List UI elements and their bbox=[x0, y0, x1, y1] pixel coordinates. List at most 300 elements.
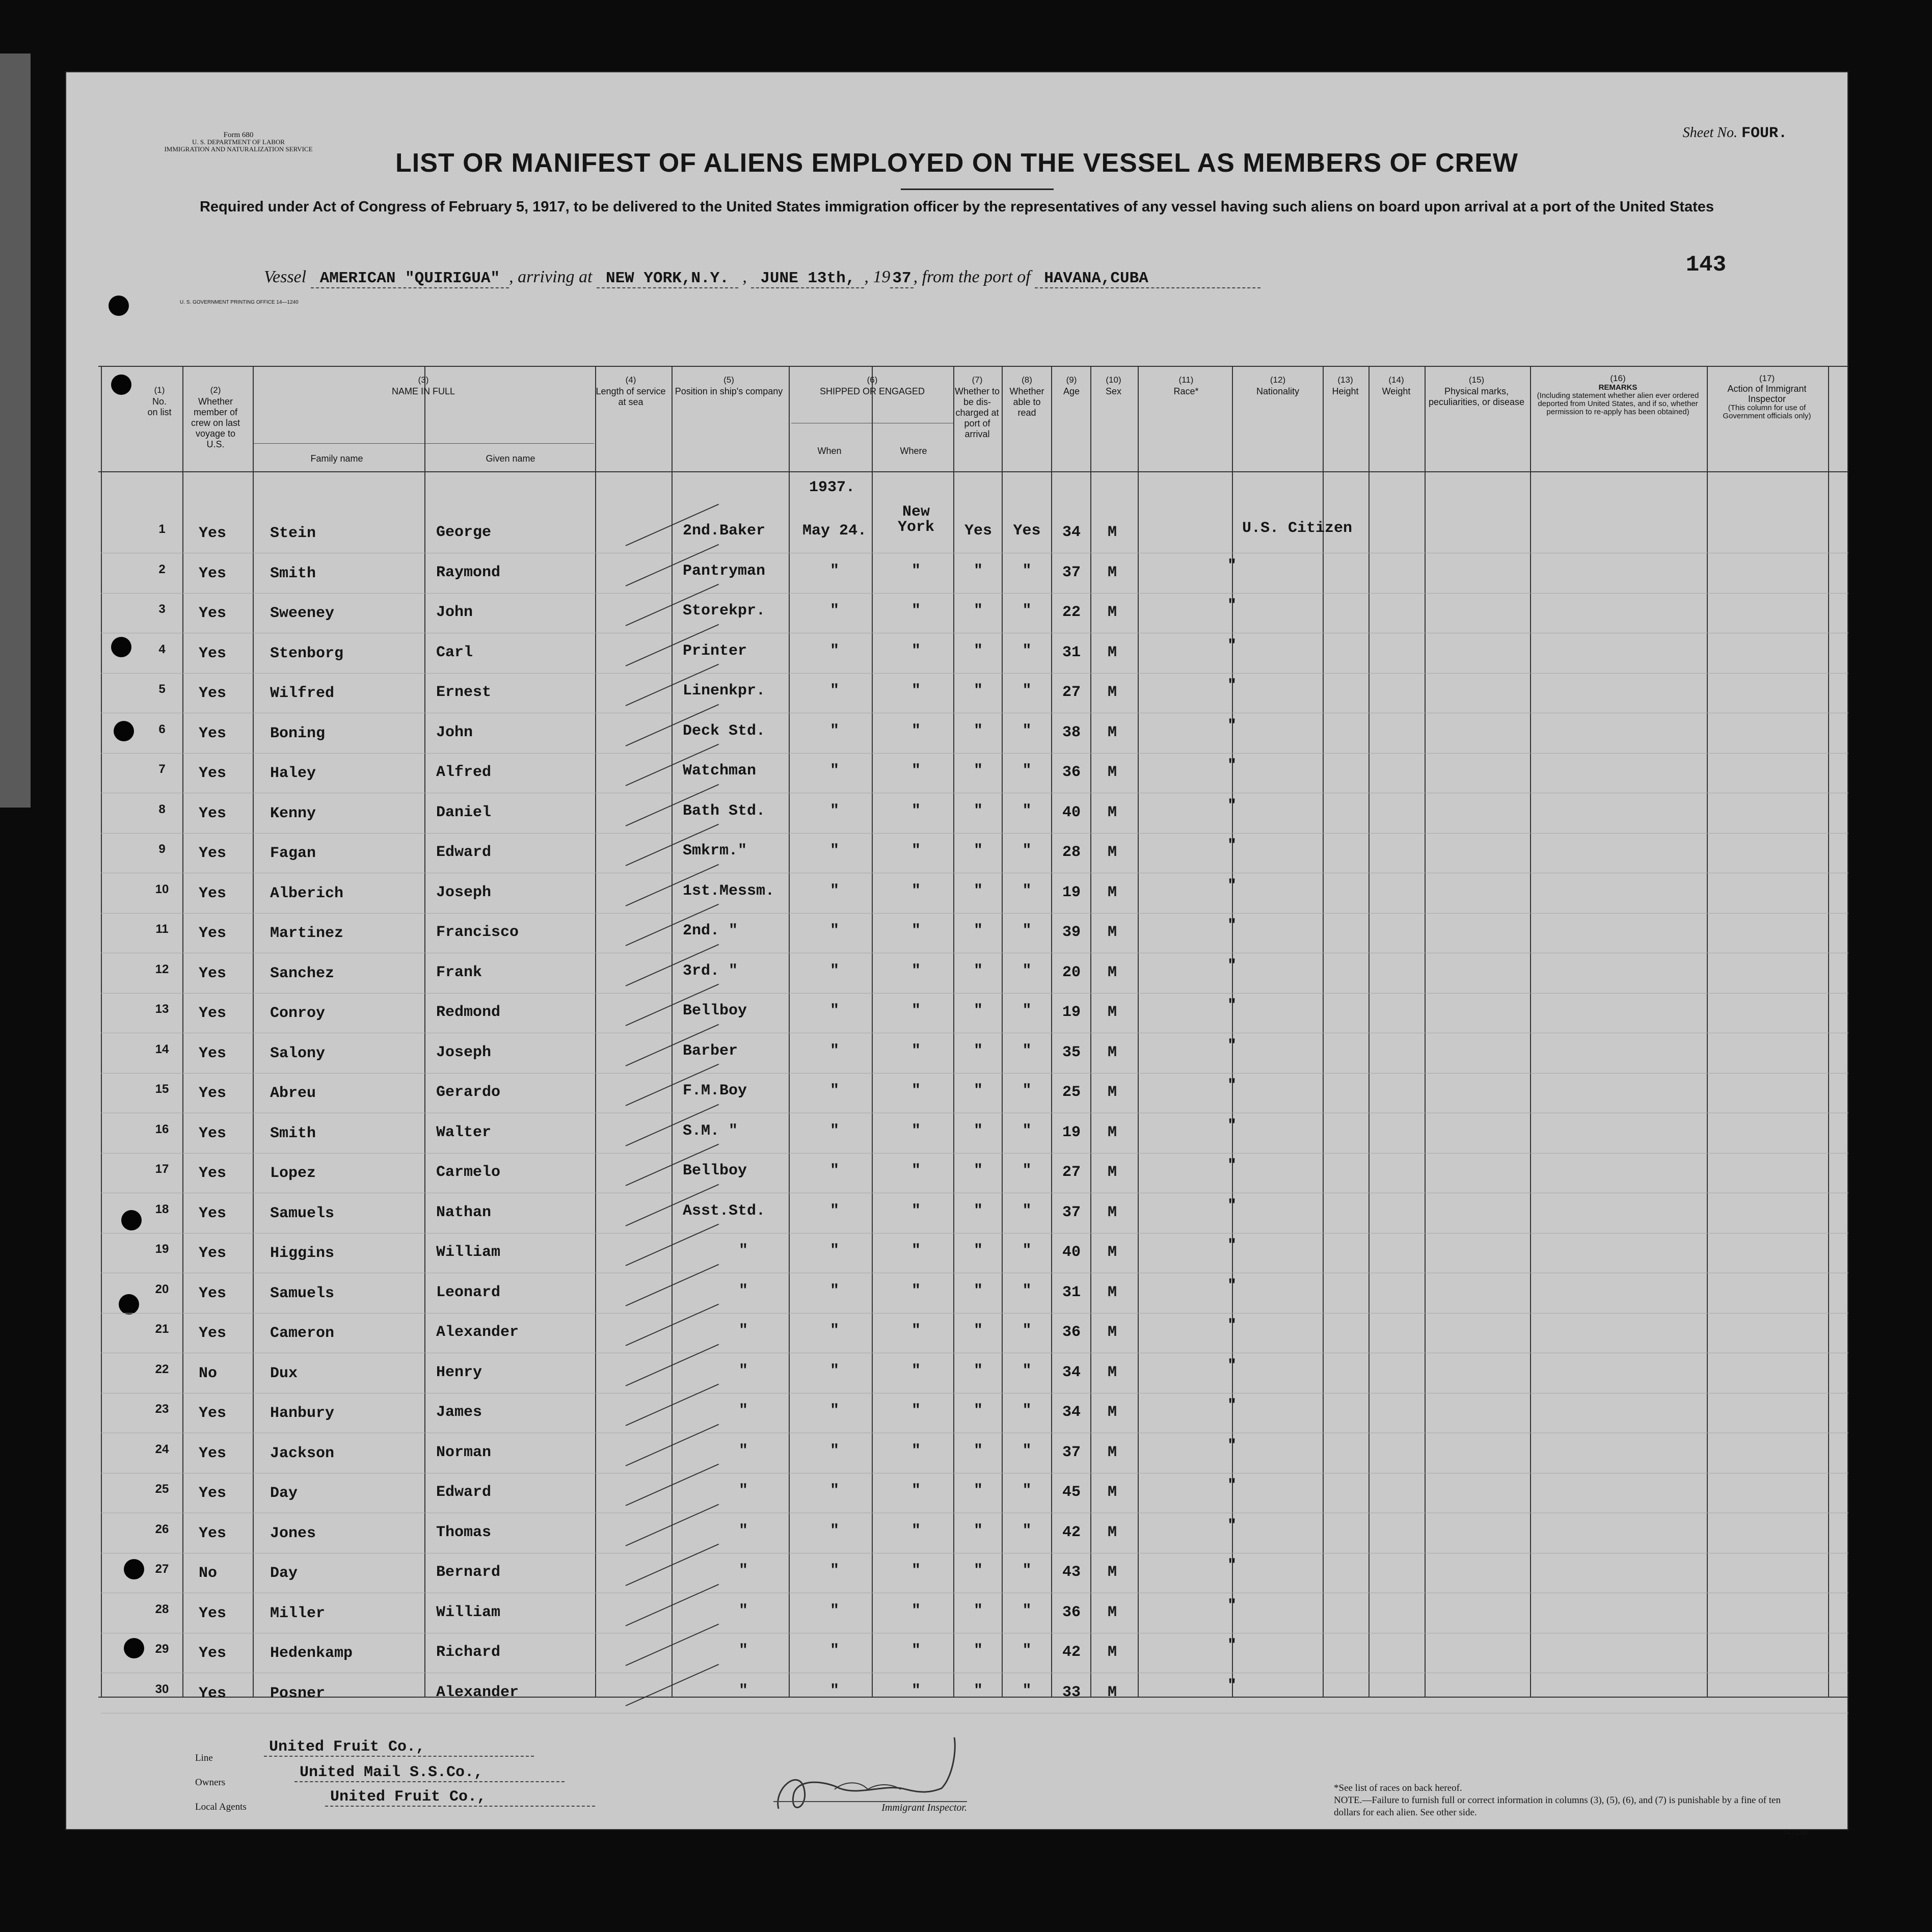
age: 19 bbox=[1062, 1123, 1081, 1141]
sex: M bbox=[1107, 764, 1117, 781]
prior-voyage: Yes bbox=[199, 725, 227, 742]
prior-voyage: Yes bbox=[199, 1684, 227, 1702]
given-name: Raymond bbox=[436, 564, 501, 581]
family-name: Boning bbox=[270, 725, 326, 742]
sheet-number-value: FOUR. bbox=[1741, 125, 1787, 142]
shipped-when-ditto: " bbox=[829, 562, 839, 580]
shipped-where-ditto: " bbox=[911, 1002, 921, 1019]
discharged-ditto: " bbox=[973, 1682, 983, 1700]
nationality-ditto: " bbox=[1227, 877, 1237, 895]
column-divider bbox=[1002, 366, 1003, 1697]
family-name: Smith bbox=[270, 565, 316, 582]
shipped-where-ditto: " bbox=[911, 802, 921, 820]
sex: M bbox=[1107, 604, 1117, 621]
row-number: 7 bbox=[158, 762, 166, 776]
family-name: Jackson bbox=[270, 1444, 335, 1462]
age: 42 bbox=[1062, 1644, 1081, 1661]
discharged-ditto: " bbox=[973, 842, 983, 860]
discharged-ditto: " bbox=[973, 1362, 983, 1380]
discharged-ditto: " bbox=[973, 1002, 983, 1019]
family-name: Salony bbox=[270, 1044, 326, 1062]
header-col-11: (11) Race* bbox=[1173, 375, 1199, 396]
nationality-ditto: " bbox=[1227, 1317, 1237, 1334]
nationality-ditto: " bbox=[1227, 1637, 1237, 1654]
nationality-ditto: " bbox=[1227, 1677, 1237, 1695]
arrival-year: 37 bbox=[890, 270, 913, 288]
nationality-ditto: " bbox=[1227, 917, 1237, 934]
film-edge-strip bbox=[0, 53, 31, 808]
shipped-where-ditto: " bbox=[911, 922, 921, 940]
sheet-number-label: Sheet No. bbox=[1682, 125, 1737, 141]
discharged-ditto: " bbox=[973, 1322, 983, 1339]
ship-position: " bbox=[739, 1282, 748, 1300]
shipped-where-ditto: " bbox=[911, 1162, 921, 1179]
header-col-4: (4) Length of service at sea bbox=[596, 375, 666, 407]
read-ditto: " bbox=[1022, 1442, 1032, 1460]
shipped-when-ditto: " bbox=[829, 1002, 839, 1019]
title-divider bbox=[901, 189, 1054, 190]
family-name: Kenny bbox=[270, 804, 316, 822]
header-when: When bbox=[817, 446, 842, 456]
ship-position: Bath Std. bbox=[683, 802, 766, 820]
given-name: William bbox=[436, 1603, 501, 1621]
row-rule bbox=[101, 753, 1848, 754]
discharged-ditto: " bbox=[973, 1202, 983, 1220]
ship-position: Asst.Std. bbox=[683, 1202, 766, 1220]
shipped-when-ditto: " bbox=[829, 1202, 839, 1220]
shipped-when-ditto: " bbox=[829, 682, 839, 700]
read-ditto: " bbox=[1022, 682, 1032, 700]
shipped-where-ditto: " bbox=[911, 842, 921, 860]
ship-position: Storekpr. bbox=[683, 602, 766, 620]
discharged-ditto: " bbox=[973, 922, 983, 940]
family-name: Martinez bbox=[270, 925, 344, 942]
arrival-date: JUNE 13th, bbox=[751, 270, 864, 288]
age: 43 bbox=[1062, 1564, 1081, 1581]
races-note: *See list of races on back hereof. bbox=[1334, 1783, 1462, 1793]
row-number: 22 bbox=[155, 1362, 169, 1376]
prior-voyage: Yes bbox=[199, 1444, 227, 1462]
column-divider bbox=[1051, 366, 1052, 1697]
shipped-when-ditto: " bbox=[829, 1322, 839, 1339]
prior-voyage: Yes bbox=[199, 1204, 227, 1222]
shipped-when-ditto: " bbox=[829, 1362, 839, 1380]
age: 25 bbox=[1062, 1084, 1081, 1101]
column-divider bbox=[424, 366, 425, 1697]
header-col-13: (13) Height bbox=[1332, 375, 1359, 396]
shipped-when-ditto: " bbox=[829, 1522, 839, 1540]
shipped-when-ditto: " bbox=[829, 1242, 839, 1259]
vessel-label: Vessel bbox=[264, 267, 307, 286]
age: 37 bbox=[1062, 1443, 1081, 1461]
age: 36 bbox=[1062, 764, 1081, 781]
read-ditto: " bbox=[1022, 1322, 1032, 1339]
family-name: Conroy bbox=[270, 1005, 326, 1022]
prior-voyage: Yes bbox=[199, 925, 227, 942]
ship-position: Smkrm." bbox=[683, 842, 747, 860]
owners-value: United Mail S.S.Co., bbox=[294, 1764, 565, 1782]
sex: M bbox=[1107, 1404, 1117, 1421]
shipped-where-ditto: " bbox=[911, 1642, 921, 1659]
header-bottom-border bbox=[98, 471, 1848, 472]
row-number: 27 bbox=[155, 1562, 169, 1576]
sex: M bbox=[1107, 1283, 1117, 1301]
age: 27 bbox=[1062, 1164, 1081, 1181]
nationality-ditto: " bbox=[1227, 1197, 1237, 1215]
sex: M bbox=[1107, 1084, 1117, 1101]
read-ditto: " bbox=[1022, 1202, 1032, 1220]
header-where: Where bbox=[900, 446, 927, 456]
row-number: 13 bbox=[155, 1002, 169, 1016]
prior-voyage: Yes bbox=[199, 685, 227, 702]
header-col-14: (14) Weight bbox=[1382, 375, 1411, 396]
row-number: 16 bbox=[155, 1122, 169, 1136]
ship-position: 3rd. " bbox=[683, 962, 738, 980]
shipped-where-ditto: " bbox=[911, 722, 921, 740]
header-col-8: (8) Whether able to read bbox=[1009, 375, 1044, 418]
age: 37 bbox=[1062, 1203, 1081, 1221]
shipped-when-ditto: " bbox=[829, 922, 839, 940]
column-divider bbox=[253, 366, 254, 1697]
shipped-where-ditto: " bbox=[911, 962, 921, 980]
prior-voyage: Yes bbox=[199, 605, 227, 622]
given-name: Alfred bbox=[436, 764, 492, 781]
shipped-when: May 24. bbox=[802, 522, 867, 540]
shipped-when-ditto: " bbox=[829, 1482, 839, 1499]
prior-voyage: Yes bbox=[199, 1005, 227, 1022]
given-name: Leonard bbox=[436, 1283, 501, 1301]
shipped-when-ditto: " bbox=[829, 962, 839, 980]
discharged-ditto: " bbox=[973, 1562, 983, 1579]
shipped-when-ditto: " bbox=[829, 1642, 839, 1659]
header-col-5: (5) Position in ship's company bbox=[675, 375, 783, 396]
ship-position: " bbox=[739, 1322, 748, 1339]
given-name: Alexander bbox=[436, 1324, 519, 1341]
row-number: 19 bbox=[155, 1242, 169, 1256]
age: 36 bbox=[1062, 1324, 1081, 1341]
shipped-where-ditto: " bbox=[911, 1562, 921, 1579]
age: 34 bbox=[1062, 524, 1081, 541]
nationality-ditto: " bbox=[1227, 1397, 1237, 1414]
sex: M bbox=[1107, 1324, 1117, 1341]
given-name: Alexander bbox=[436, 1683, 519, 1701]
read-ditto: " bbox=[1022, 1642, 1032, 1659]
header-col-7: (7) Whether to be dis-charged at port of arrival bbox=[954, 375, 1000, 439]
given-name: Joseph bbox=[436, 883, 492, 901]
row-rule bbox=[101, 833, 1848, 834]
age: 38 bbox=[1062, 723, 1081, 741]
shipped-where-ditto: " bbox=[911, 562, 921, 580]
read-ditto: " bbox=[1022, 1362, 1032, 1380]
nationality-ditto: " bbox=[1227, 1037, 1237, 1055]
given-name: Carl bbox=[436, 643, 473, 661]
age: 45 bbox=[1062, 1484, 1081, 1501]
discharged-ditto: " bbox=[973, 1482, 983, 1499]
ship-position: " bbox=[739, 1562, 748, 1579]
read-ditto: " bbox=[1022, 1682, 1032, 1700]
read-ditto: " bbox=[1022, 962, 1032, 980]
family-name: Posner bbox=[270, 1684, 326, 1702]
row-number: 15 bbox=[155, 1082, 169, 1096]
shipped-when-ditto: " bbox=[829, 802, 839, 820]
header-col-10: (10) Sex bbox=[1105, 375, 1122, 396]
ship-position: " bbox=[739, 1642, 748, 1659]
shipped-when-ditto: " bbox=[829, 722, 839, 740]
nationality-ditto: " bbox=[1227, 1277, 1237, 1295]
crew-table bbox=[65, 306, 1848, 1702]
sex: M bbox=[1107, 1123, 1117, 1141]
row-number: 28 bbox=[155, 1602, 169, 1616]
column-divider bbox=[1323, 366, 1324, 1697]
given-name: Carmelo bbox=[436, 1164, 501, 1181]
row-number: 29 bbox=[155, 1642, 169, 1656]
row-number: 11 bbox=[155, 922, 169, 936]
row-rule bbox=[101, 1073, 1848, 1074]
row-number: 8 bbox=[158, 802, 166, 816]
nationality-ditto: " bbox=[1227, 1517, 1237, 1535]
family-name: Hedenkamp bbox=[270, 1645, 353, 1662]
age: 36 bbox=[1062, 1603, 1081, 1621]
given-name: Edward bbox=[436, 844, 492, 861]
page-subtitle: Required under Act of Congress of February 5, 1917, to be delivered to the United States immigration officer by the representatives of any vessel having such aliens on board upon arrival at a port of the United States bbox=[199, 199, 1714, 215]
row-rule bbox=[101, 673, 1848, 674]
discharged-ditto: " bbox=[973, 802, 983, 820]
ship-position: " bbox=[739, 1442, 748, 1460]
row-number: 2 bbox=[158, 562, 166, 576]
given-name: John bbox=[436, 723, 473, 741]
discharged-ditto: " bbox=[973, 1522, 983, 1540]
arrival-port: NEW YORK,N.Y. bbox=[597, 270, 738, 288]
from-label: , from the port of bbox=[913, 267, 1031, 286]
given-name: Thomas bbox=[436, 1523, 492, 1541]
ship-position: " bbox=[739, 1682, 748, 1700]
given-name: James bbox=[436, 1404, 482, 1421]
sex: M bbox=[1107, 1363, 1117, 1381]
manifest-sheet bbox=[65, 71, 1848, 1836]
prior-voyage: Yes bbox=[199, 1085, 227, 1102]
read-ditto: " bbox=[1022, 922, 1032, 940]
nationality-ditto: " bbox=[1227, 837, 1237, 854]
name-subheader-rule bbox=[253, 443, 594, 444]
given-name: Frank bbox=[436, 963, 482, 981]
shipped-when-ditto: " bbox=[829, 602, 839, 620]
sex: M bbox=[1107, 1484, 1117, 1501]
row-number: 14 bbox=[155, 1042, 169, 1056]
discharged-ditto: " bbox=[973, 1122, 983, 1140]
nationality-ditto: " bbox=[1227, 797, 1237, 815]
ship-position: " bbox=[739, 1602, 748, 1620]
sex: M bbox=[1107, 803, 1117, 821]
prior-voyage: Yes bbox=[199, 1245, 227, 1262]
family-name: Hanbury bbox=[270, 1405, 335, 1422]
nationality-ditto: " bbox=[1227, 1357, 1237, 1375]
prior-voyage: Yes bbox=[199, 804, 227, 822]
column-divider bbox=[1530, 366, 1531, 1697]
row-number: 17 bbox=[155, 1162, 169, 1176]
prior-voyage: Yes bbox=[199, 845, 227, 862]
departure-port: HAVANA,CUBA bbox=[1035, 270, 1260, 288]
age: 34 bbox=[1062, 1363, 1081, 1381]
family-name: Fagan bbox=[270, 845, 316, 862]
age: 22 bbox=[1062, 604, 1081, 621]
shipped-when-ditto: " bbox=[829, 1602, 839, 1620]
prior-voyage: Yes bbox=[199, 1044, 227, 1062]
ship-position: Watchman bbox=[683, 762, 757, 780]
to-be-discharged: Yes bbox=[964, 522, 992, 540]
header-col-3: (3) NAME IN FULL bbox=[391, 375, 455, 396]
sex: M bbox=[1107, 1603, 1117, 1621]
shipped-where-ditto: " bbox=[911, 1042, 921, 1060]
shipped-where-ditto: " bbox=[911, 882, 921, 900]
nationality-ditto: " bbox=[1227, 637, 1237, 655]
ship-position: Pantryman bbox=[683, 562, 766, 580]
ship-position: " bbox=[739, 1362, 748, 1380]
given-name: Walter bbox=[436, 1123, 492, 1141]
prior-voyage: Yes bbox=[199, 1284, 227, 1302]
nationality-ditto: " bbox=[1227, 1437, 1237, 1455]
prior-voyage: Yes bbox=[199, 565, 227, 582]
age: 33 bbox=[1062, 1683, 1081, 1701]
discharged-ditto: " bbox=[973, 1282, 983, 1300]
sex: M bbox=[1107, 684, 1117, 701]
family-name: Lopez bbox=[270, 1165, 316, 1182]
ship-position: Printer bbox=[683, 642, 747, 660]
discharged-ditto: " bbox=[973, 602, 983, 620]
year-prefix: , 19 bbox=[864, 267, 891, 286]
header-col-1: (1) No. on list bbox=[147, 385, 172, 417]
shipped-where: New York bbox=[897, 503, 934, 536]
age: 31 bbox=[1062, 1283, 1081, 1301]
age: 20 bbox=[1062, 963, 1081, 981]
prior-voyage: No bbox=[199, 1565, 218, 1582]
family-name: Sweeney bbox=[270, 605, 335, 622]
sex: M bbox=[1107, 723, 1117, 741]
ship-position: F.M.Boy bbox=[683, 1082, 747, 1099]
family-name: Jones bbox=[270, 1524, 316, 1542]
given-name: William bbox=[436, 1244, 501, 1261]
row-number: 10 bbox=[155, 882, 169, 896]
family-name: Wilfred bbox=[270, 685, 335, 702]
sex: M bbox=[1107, 1203, 1117, 1221]
page-title: LIST OR MANIFEST OF ALIENS EMPLOYED ON THE VESSEL AS MEMBERS OF CREW bbox=[395, 148, 1518, 178]
header-col-12: (12) Nationality bbox=[1256, 375, 1300, 396]
shipped-when-ditto: " bbox=[829, 842, 839, 860]
family-name: Day bbox=[270, 1565, 298, 1582]
row-number: 6 bbox=[158, 722, 166, 736]
sex: M bbox=[1107, 1004, 1117, 1021]
prior-voyage: Yes bbox=[199, 1405, 227, 1422]
shipped-when-ditto: " bbox=[829, 1682, 839, 1700]
discharged-ditto: " bbox=[973, 762, 983, 780]
department-name: U. S. DEPARTMENT OF LABOR bbox=[192, 138, 285, 146]
column-divider bbox=[1828, 366, 1829, 1697]
ship-position: Bellboy bbox=[683, 1162, 747, 1179]
read-ditto: " bbox=[1022, 722, 1032, 740]
line-value: United Fruit Co., bbox=[264, 1738, 534, 1757]
read-ditto: " bbox=[1022, 1402, 1032, 1419]
sex: M bbox=[1107, 883, 1117, 901]
inspector-label: Immigrant Inspector. bbox=[773, 1801, 967, 1814]
age: 39 bbox=[1062, 924, 1081, 941]
sex: M bbox=[1107, 1523, 1117, 1541]
shipped-where-ditto: " bbox=[911, 642, 921, 660]
row-number: 3 bbox=[158, 602, 166, 616]
read-ditto: " bbox=[1022, 1122, 1032, 1140]
prior-voyage: Yes bbox=[199, 1524, 227, 1542]
nationality-ditto: " bbox=[1227, 1077, 1237, 1094]
sex: M bbox=[1107, 1683, 1117, 1701]
header-col-17: (17) Action of Immigrant Inspector (This column for use of Government officials only) bbox=[1723, 373, 1811, 420]
row-number: 18 bbox=[155, 1202, 169, 1216]
row-number: 4 bbox=[158, 642, 166, 656]
ship-position: " bbox=[739, 1242, 748, 1259]
discharged-ditto: " bbox=[973, 1082, 983, 1099]
read-ditto: " bbox=[1022, 1522, 1032, 1540]
family-name: Alberich bbox=[270, 884, 344, 902]
sex: M bbox=[1107, 1164, 1117, 1181]
shipped-where-ditto: " bbox=[911, 1362, 921, 1380]
nationality-value: U.S. Citizen bbox=[1242, 520, 1353, 537]
sheet-number bbox=[1683, 125, 1787, 142]
column-divider bbox=[101, 366, 102, 1697]
nationality-ditto: " bbox=[1227, 757, 1237, 774]
discharged-ditto: " bbox=[973, 1602, 983, 1620]
age: 35 bbox=[1062, 1043, 1081, 1061]
prior-voyage: Yes bbox=[199, 1485, 227, 1502]
footer-note bbox=[1334, 1782, 1803, 1819]
read-ditto: " bbox=[1022, 1602, 1032, 1620]
sex: M bbox=[1107, 643, 1117, 661]
given-name: George bbox=[436, 524, 492, 541]
vessel-line: Vessel AMERICAN "QUIRIGUA" , arriving at NEW YORK,N.Y. , JUNE 13th, , 19 37 , from the port of HAVANA,CUBA bbox=[264, 267, 1260, 287]
given-name: Joseph bbox=[436, 1043, 492, 1061]
discharged-ditto: " bbox=[973, 882, 983, 900]
family-name: Smith bbox=[270, 1124, 316, 1142]
shipped-when-ditto: " bbox=[829, 1402, 839, 1419]
able-to-read: Yes bbox=[1013, 522, 1041, 540]
family-name: Dux bbox=[270, 1364, 298, 1382]
line-label: Line bbox=[195, 1753, 213, 1763]
shipped-when-ditto: " bbox=[829, 882, 839, 900]
prior-voyage: Yes bbox=[199, 1124, 227, 1142]
row-number: 20 bbox=[155, 1282, 169, 1296]
column-divider bbox=[1090, 366, 1091, 1697]
age: 34 bbox=[1062, 1404, 1081, 1421]
family-name: Samuels bbox=[270, 1284, 335, 1302]
ship-position: " bbox=[739, 1522, 748, 1540]
family-name: Stenborg bbox=[270, 645, 344, 662]
shipped-when-ditto: " bbox=[829, 1562, 839, 1579]
given-name: Norman bbox=[436, 1443, 492, 1461]
shipped-where-ditto: " bbox=[911, 1282, 921, 1300]
age: 19 bbox=[1062, 883, 1081, 901]
shipped-when-ditto: " bbox=[829, 1282, 839, 1300]
shipped-where-ditto: " bbox=[911, 1442, 921, 1460]
age: 40 bbox=[1062, 803, 1081, 821]
nationality-ditto: " bbox=[1227, 677, 1237, 694]
row-number: 12 bbox=[155, 962, 169, 976]
shipped-where-ditto: " bbox=[911, 1522, 921, 1540]
column-divider bbox=[1425, 366, 1426, 1697]
column-divider bbox=[595, 366, 596, 1697]
age: 19 bbox=[1062, 1004, 1081, 1021]
discharged-ditto: " bbox=[973, 562, 983, 580]
row-number: 25 bbox=[155, 1482, 169, 1496]
given-name: John bbox=[436, 604, 473, 621]
shipped-where-ditto: " bbox=[911, 1402, 921, 1419]
discharged-ditto: " bbox=[973, 1402, 983, 1419]
age: 28 bbox=[1062, 844, 1081, 861]
